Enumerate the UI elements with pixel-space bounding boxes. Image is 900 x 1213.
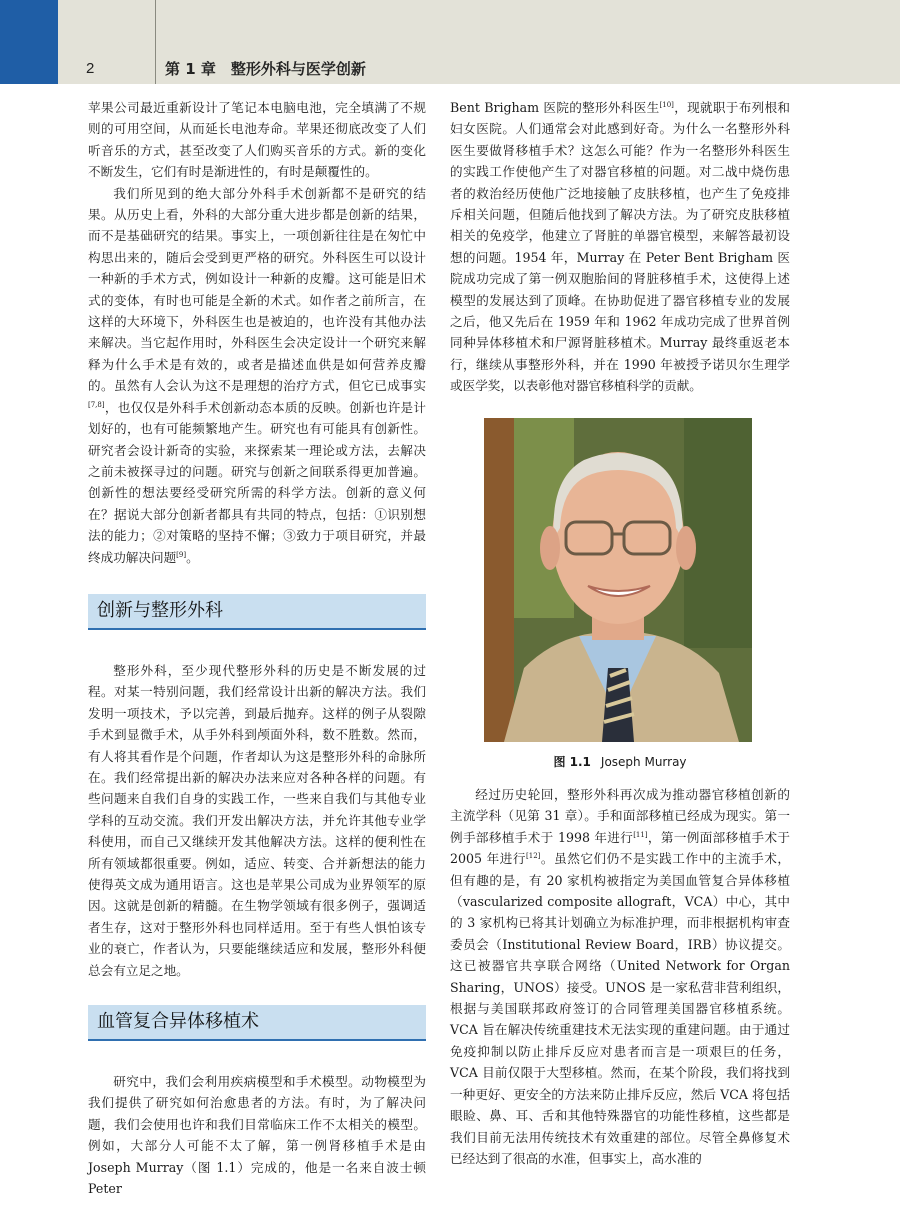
citation: [11] — [633, 830, 648, 839]
paragraph: 我们所见到的绝大部分外科手术创新都不是研究的结果。从历史上看，外科的大部分重大进步都是创新的结果，而不是基础研究的结果。事实上，一项创新往往是在匆忙中构思出来的，随后会受到更严格的研究。外科医生可以设计一种新的手术方式，例如设计一种新的皮瓣。这可能是旧术式的变体，有时也可能是全新的术式。如作者之前所言，在这样的大环境下，外科医生也是被迫的，也许没有其他办法来解决。当它起作用时，外科医生会决定设计一个研究来解释为什么手术是有效的，或者是描述血供是如何营养皮瓣的。虽然有人会认为这不是理想的治疗方式，但它已成事实[7,8]，也仅仅是外科手术创新动态本质的反映。创新也许是计划好的，也有可能频繁地产生。研究也有可能具有创新性。研究者会设计新奇的实验，来探索某一理论或方法，去解决之前未被探寻过的问题。研究与创新之间联系得更加普遍。创新性的想法要经受研究所需的科学方法。创新的意义何在？据说大部分创新者都具有共同的特点，包括：①识别想法的能力；②对策略的坚持不懈；③致力于项目研究，并最终成功解决问题[9]。 — [88, 185, 426, 565]
paragraph: 整形外科，至少现代整形外科的历史是不断发展的过程。对某一特别问题，我们经常设计出新的解决方法。我们发明一项技术，予以完善，到最后抛弃。这样的例子从裂隙手术到显微手术，从手外科到颅面外科，数不胜数。然而，有人将其看作是个问题，作者却认为这是整形外科的命脉所在。我们经常提出新的解决办法来应对各种各样的问题。有些问题来自我们自身的实践工作，一些来自我们与其他专业学科的互动交流。我们开发出解决方法，并允许其他专业学科使用，而自己又继续开发其他解决方法。这样的便利性在所有领域都很重要。例如，适应、转变、合并新想法的能力使得英文成为通用语言。这也是苹果公司成为业界领军的原因。这就是创新的精髓。在生物学领域有很多例子，强调适者生存，这对于整形外科也同样适用。至于有些人惧怕该专业的衰亡，作者认为，只要能继续适应和发展，整形外科便总会有立足之地。 — [88, 662, 426, 978]
paragraph: 经过历史轮回，整形外科再次成为推动器官移植创新的主流学科（见第 31 章）。手和面部移植已经成为现实。第一例手部移植手术于 1998 年进行[11]，第一例面部移植手术于 2005 年进行[12]。虽然它们仍不是实践工作中的主流手术，但有趣的是，有 20 家机构被指定为美国血管复合异体移植（vascularized composite allograft，VCA）中心，其中的 3 家机构已将其计划确立为标准护理，而非根据机构审查委员会（Institutional Review Board，IRB）协议提交。这已被器官共享联合网络（United Network for Organ Sharing，UNOS）接受。UNOS 是一家私营非营利组织，根据与美国联邦政府签订的合同管理美国器官移植系统。VCA 旨在解决传统重建技术无法实现的重建问题。由于通过免疫抑制以防止排斥反应对患者而言是一项艰巨的任务，VCA 目前仅限于大型移植。然而，在某个阶段，我们将找到一种更好、更安全的方法来防止排斥反应，然后 VCA 将包括眼睑、鼻、耳、舌和其他特殊器官的功能性移植，这些都是我们目前无法用传统技术有效重建的部位。尽管全鼻修复术已经达到了很高的水准，但事实上，高水准的 — [450, 787, 791, 1166]
header-color-tab — [0, 0, 58, 84]
chapter-title: 第 1 章 整形外科与医学创新 — [165, 60, 366, 78]
left-column — [88, 97, 426, 1199]
figure-label: 图 1.1 — [553, 755, 591, 769]
citation: [7,8] — [88, 400, 105, 409]
paragraph: Bent Brigham 医院的整形外科医生[10]，现就职于布列根和妇女医院。人们通常会对此感到好奇。为什么一名整形外科医生要做肾移植手术？这怎么可能？作为一名整形外科医生的实践工作使他产生了对器官移植的问题。对二战中烧伤患者的救治经历使他广泛地接触了皮肤移植，也产生了免疫排斥相关问题，但随后他找到了解决方法。为了研究皮肤移植相关的免疫学，他建立了肾脏的单器官模型，来解答最初设想的问题。1954 年，Murray 在 Peter Bent Brigham 医院成功完成了第一例双胞胎间的肾脏移植手术，这使得上述模型的发展达到了顶峰。在协助促进了器官移植专业的发展之后，他又先后在 1959 年和 1962 年成功完成了世界首例同种异体移植术和尸源肾脏移植术。Murray 最终重返老本行，继续从事整形外科，并在 1990 年被授予诺贝尔生理学或医学奖，以表彰他对器官移植科学的贡献。 — [450, 100, 791, 394]
citation: [12] — [526, 852, 541, 861]
header-divider — [155, 0, 156, 84]
right-column-lower — [450, 784, 790, 1169]
paragraph: 苹果公司最近重新设计了笔记本电脑电池，完全填满了不规则的可用空间，从而延长电池寿命。苹果还彻底改变了人们听音乐的方式，甚至改变了人们购买音乐的方式。新的变化不断发生，它们有时是渐进性的，有时是颠覆性的。 — [88, 100, 426, 180]
section-heading-vca: 血管复合异体移植术 — [88, 1005, 426, 1041]
portrait-illustration — [484, 418, 752, 742]
citation: [9] — [176, 550, 187, 559]
citation: [10] — [659, 100, 674, 109]
right-column — [450, 97, 790, 397]
page-number: 2 — [86, 60, 95, 77]
figure-caption — [450, 753, 790, 770]
section-heading-innovation: 创新与整形外科 — [88, 594, 426, 630]
page-header — [0, 0, 900, 84]
figure-caption-text: Joseph Murray — [600, 755, 687, 769]
paragraph: 研究中，我们会利用疾病模型和手术模型。动物模型为我们提供了研究如何治愈患者的方法。有时，为了解决问题，我们会使用也许和我们目常临床工作不太相关的模型。例如，大部分人可能不太了解，第一例肾移植手术是由 Joseph Murray（图 1.1）完成的，他是一名来自波士顿 Peter — [88, 1074, 426, 1197]
figure-photo-joseph-murray — [484, 418, 752, 742]
